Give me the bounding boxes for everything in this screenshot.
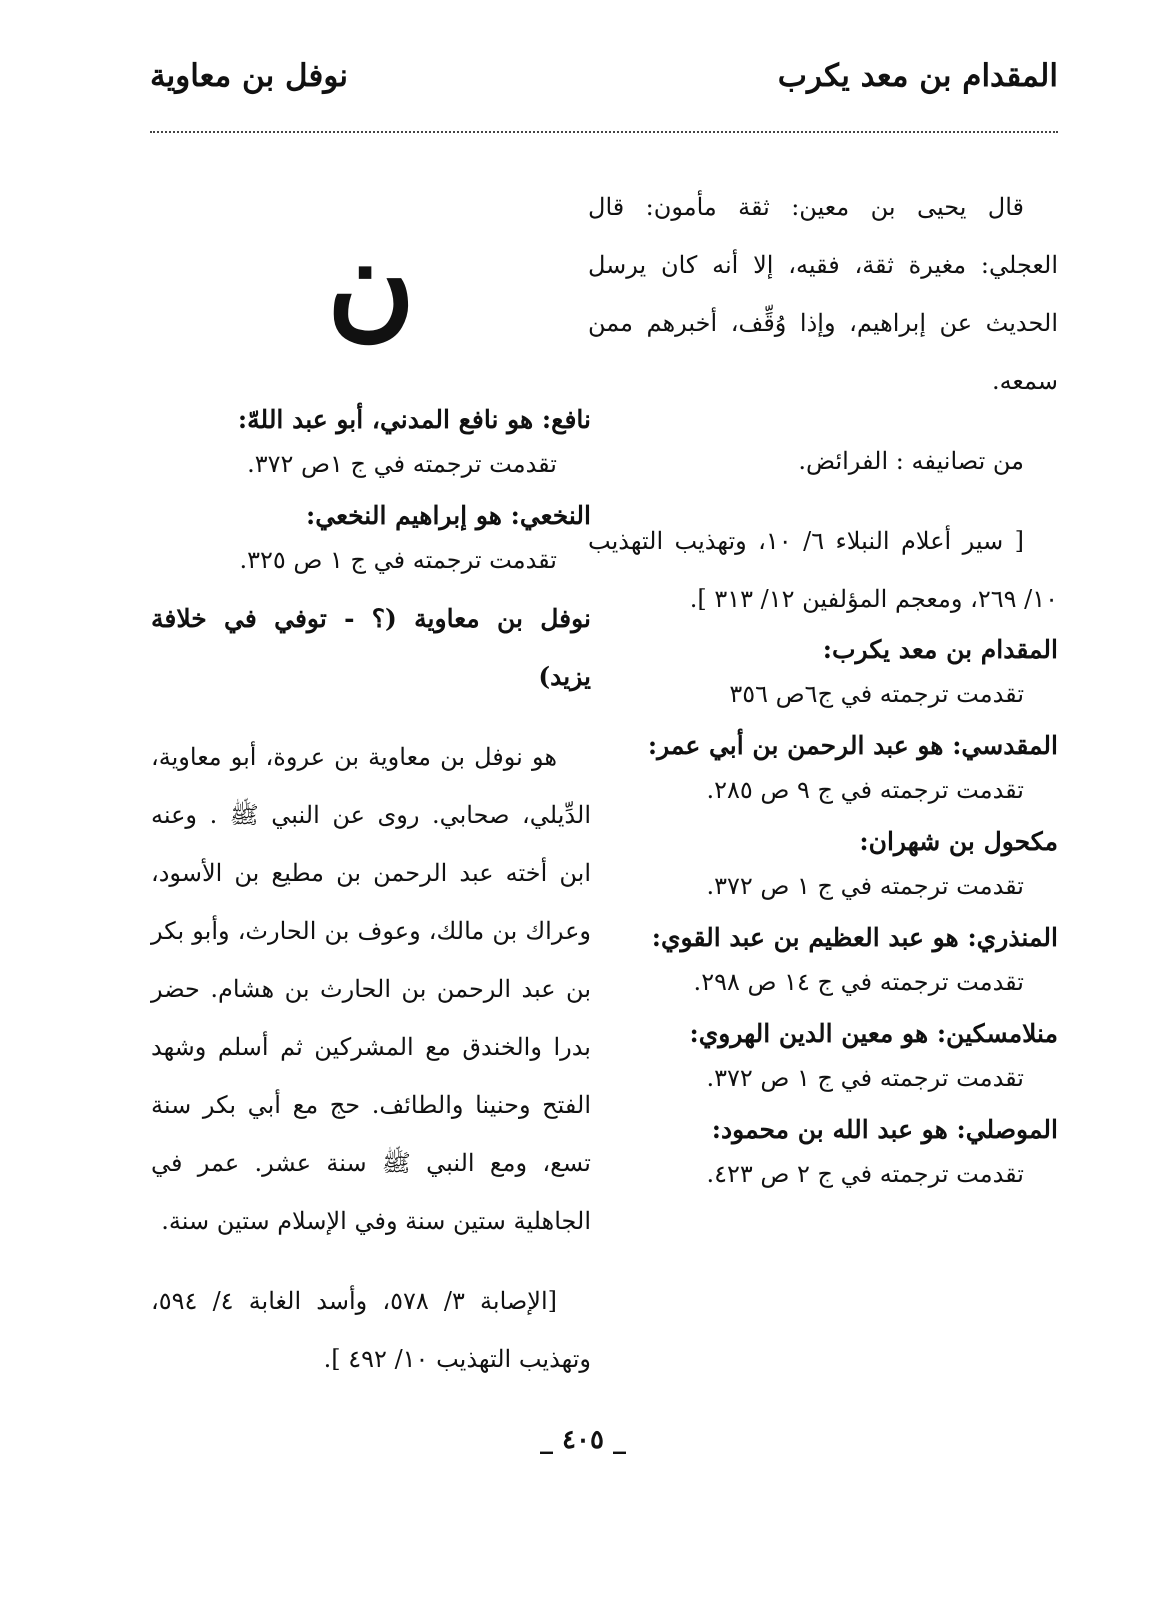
entry-item (588, 1108, 1058, 1196)
entry-heading: المقدام بن معد يكرب: (822, 635, 1058, 664)
spacer (151, 706, 591, 728)
sources-citation: [ سير أعلام النبلاء ٦/ ١٠، وتهذيب التهذيب ١٠/ ٢٦٩، ومعجم المؤلفين ١٢/ ٣١٣ ]. (588, 527, 1058, 613)
entry-heading: المقدسي: هو عبد الرحمن بن أبي عمر: (647, 731, 1058, 760)
entry-reference: تقدمت ترجمته في ج٦ص ٣٥٦ (729, 680, 1024, 708)
spacer (588, 410, 1058, 432)
entry-heading: مكحول بن شهران: (859, 827, 1058, 856)
entry-item (588, 1012, 1058, 1100)
biography-sources: [الإصابة ٣/ ٥٧٨، وأسد الغابة ٤/ ٥٩٤، وتهذيب التهذيب ١٠/ ٤٩٢ ]. (151, 1287, 591, 1373)
page-number: _ ٤٠٥ _ (539, 1425, 627, 1455)
entry-item (588, 628, 1058, 716)
running-header-left: نوفل بن معاوية (150, 58, 348, 94)
entry-heading: منلامسكين: هو معين الدين الهروي: (689, 1019, 1058, 1048)
entry-heading: المنذري: هو عبد العظيم بن عبد القوي: (651, 923, 1058, 952)
biography-title: نوفل بن معاوية (؟ - توفي في خلافة يزيد) (151, 604, 591, 691)
entry-heading: نافع: هو نافع المدني، أبو عبد اللهّ: (237, 405, 591, 434)
entry-reference: تقدمت ترجمته في ج ١ص ٣٧٢. (247, 450, 557, 478)
entry-reference: تقدمت ترجمته في ج ٢ ص ٤٢٣. (706, 1160, 1024, 1188)
intro-paragraph: قال يحيى بن معين: ثقة مأمون: قال العجلي: مغيرة ثقة، فقيه، إلا أنه كان يرسل الحديث عن إبراهيم، وإذا وُقِّف، أخبرهم ممن سمعه. (588, 193, 1058, 395)
spacer (151, 1250, 591, 1272)
spacer (588, 490, 1058, 512)
left-column (151, 178, 591, 1388)
entry-reference: تقدمت ترجمته في ج ١ ص ٣٢٥. (239, 546, 557, 574)
entry-reference: تقدمت ترجمته في ج ١٤ ص ٢٩٨. (693, 968, 1024, 996)
entry-item (151, 398, 591, 486)
entry-item (151, 494, 591, 582)
header-divider (150, 131, 1058, 133)
entry-reference: تقدمت ترجمته في ج ٩ ص ٢٨٥. (706, 776, 1024, 804)
biography-paragraph: هو نوفل بن معاوية بن عروة، أبو معاوية، الدِّيلي، صحابي. روى عن النبي ﷺ . وعنه ابن أخته عبد الرحمن بن مطيع بن الأسود، وعراك بن مالك، وعوف بن الحارث، وأبو بكر بن عبد الرحمن بن الحارث بن هشام. حضر بدرا والخندق مع المشركين ثم أسلم وشهد الفتح وحنينا والطائف. حج مع أبي بكر سنة تسع، ومع النبي ﷺ سنة عشر. عمر في الجاهلية ستين سنة وفي الإسلام ستين سنة. (151, 743, 592, 1235)
works-line: من تصانيفه : الفرائض. (798, 447, 1024, 475)
entry-item (588, 820, 1058, 908)
entry-heading: الموصلي: هو عبد الله بن محمود: (711, 1115, 1058, 1144)
section-letter: ن (326, 212, 416, 353)
entry-heading: النخعي: هو إبراهيم النخعي: (306, 501, 591, 530)
running-header-right: المقدام بن معد يكرب (777, 58, 1058, 94)
entry-item (588, 724, 1058, 812)
entry-item (588, 916, 1058, 1004)
right-column (588, 178, 1058, 1204)
entry-reference: تقدمت ترجمته في ج ١ ص ٣٧٢. (706, 1064, 1024, 1092)
entry-reference: تقدمت ترجمته في ج ١ ص ٣٧٢. (706, 872, 1024, 900)
